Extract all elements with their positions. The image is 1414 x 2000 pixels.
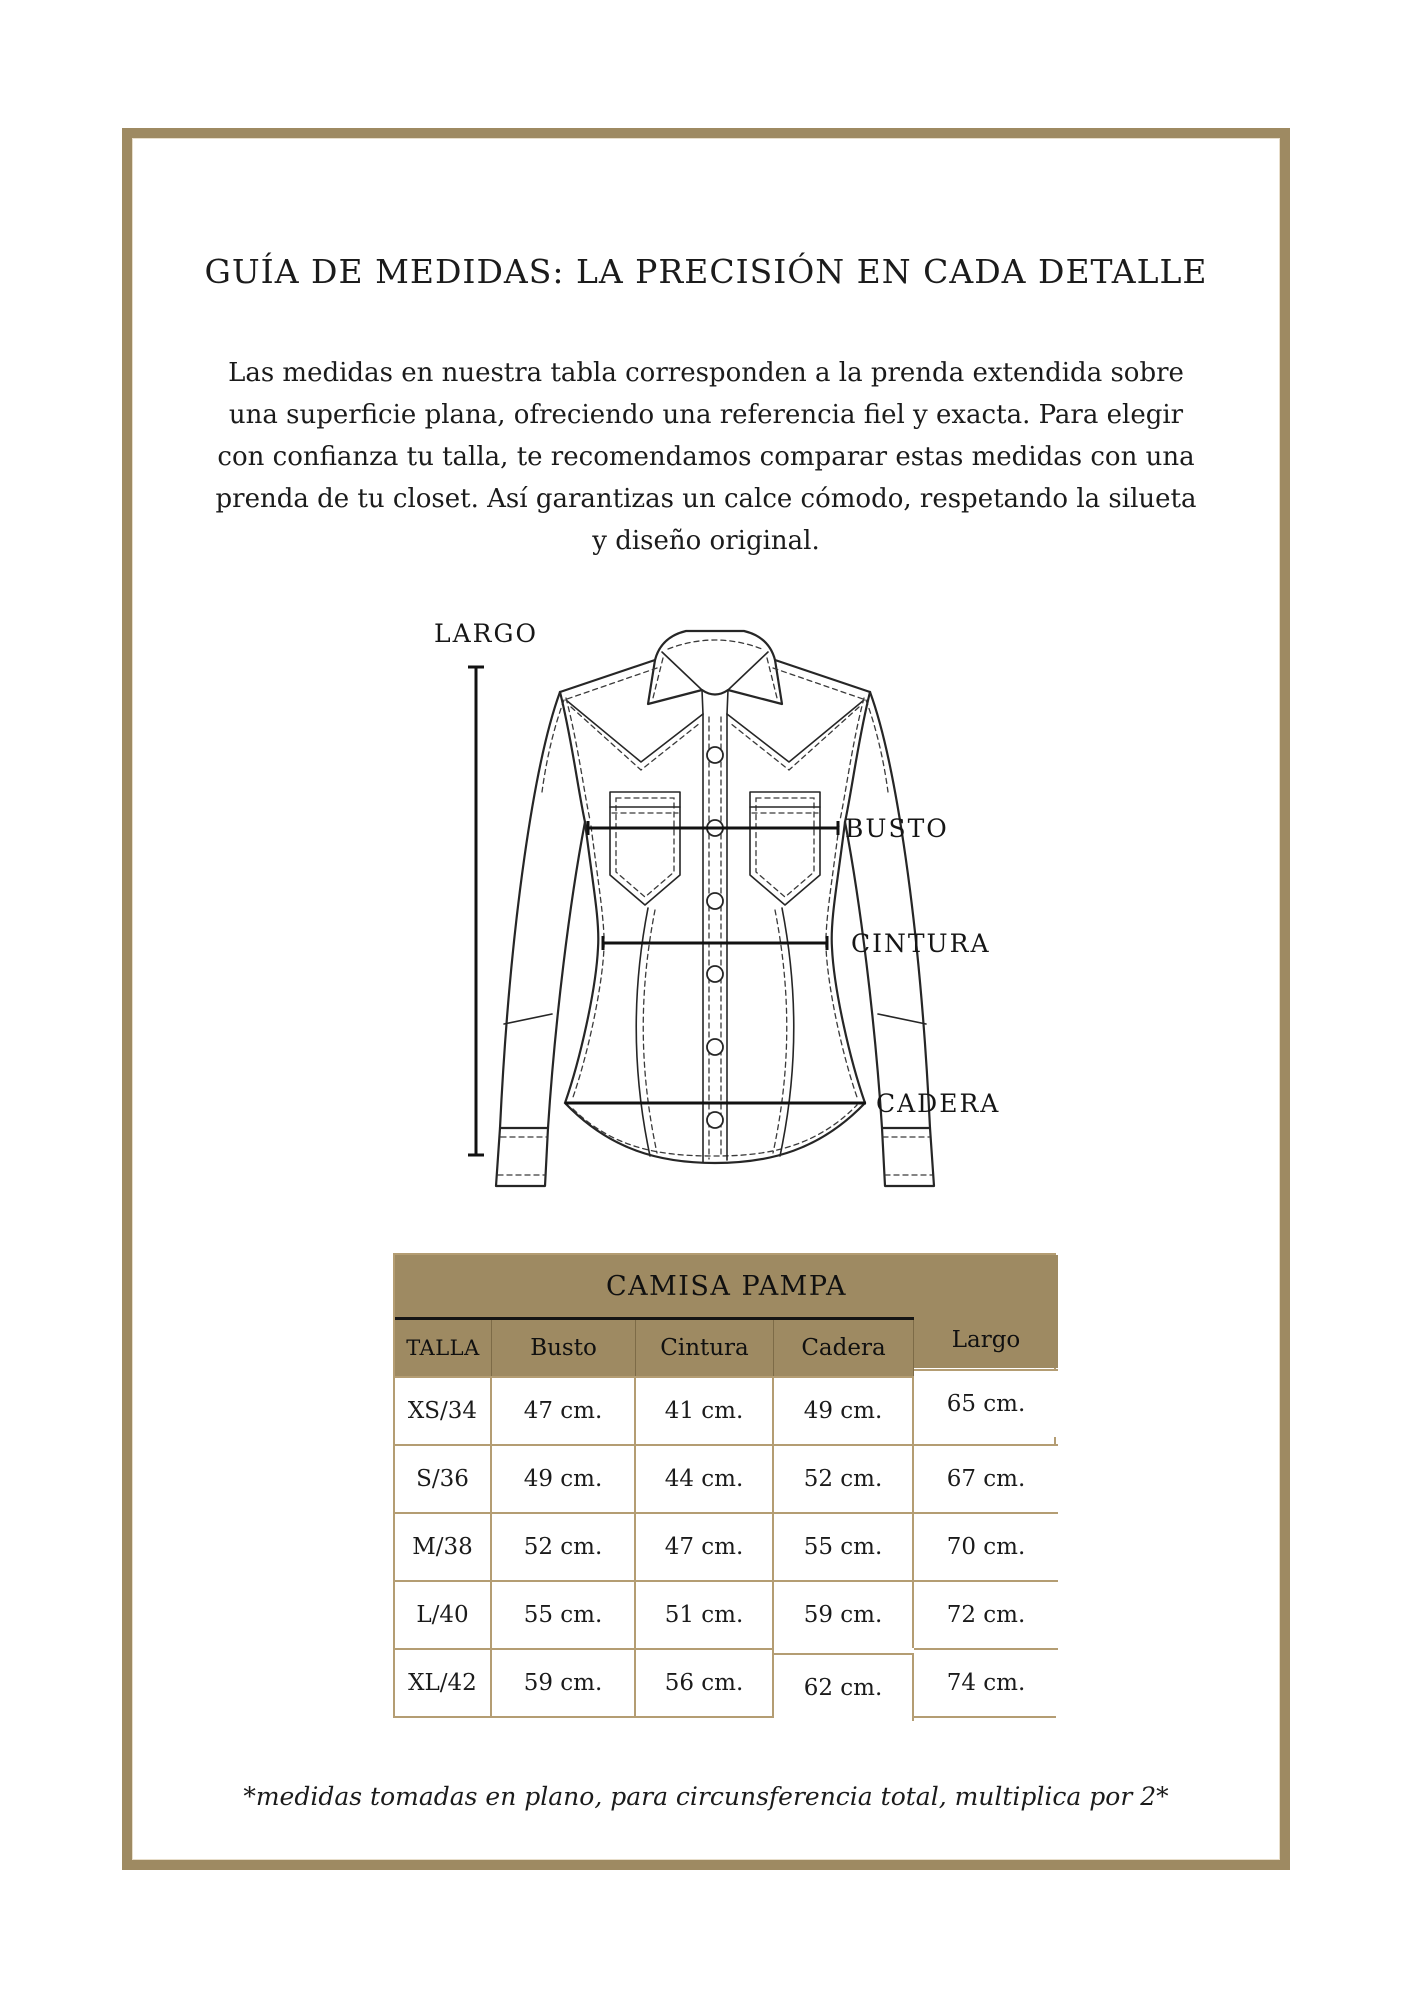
size-cell: 67 cm. [914,1444,1058,1512]
measurement-footnote: *medidas tomadas en plano, para circunsferencia total, multiplica por 2* [243,1782,1169,1811]
column-header-cadera: Cadera [774,1320,914,1376]
button [707,966,723,982]
intro-paragraph [122,352,1290,562]
size-cell: 70 cm. [914,1512,1058,1580]
size-cell: 47 cm. [492,1376,636,1444]
size-cell: 72 cm. [914,1580,1058,1648]
size-cell: 49 cm. [492,1444,636,1512]
sleeve-left-outer [500,692,560,1128]
length-annotation [434,619,538,1155]
sleeve-right-inner [845,822,882,1128]
waist-label: CINTURA [851,929,991,958]
size-cell: 55 cm. [492,1580,636,1648]
pocket-left [610,792,680,905]
size-cell: S/36 [395,1444,492,1512]
size-cell: 47 cm. [636,1512,774,1580]
cuff-left-stitch [498,1137,547,1175]
sleeve-left-elbow-seam [504,1014,552,1024]
size-cell: XS/34 [395,1376,492,1444]
cuff-right [882,1128,934,1186]
intro-line: y diseño original. [592,526,820,556]
column-header-busto: Busto [492,1320,636,1376]
button [707,747,723,763]
size-cell: 49 cm. [774,1376,914,1444]
size-cell: 74 cm. [914,1648,1058,1716]
intro-line: con confianza tu talla, te recomendamos comparar estas medidas con una [217,442,1195,472]
intro-line: una superficie plana, ofreciendo una referencia fiel y exacta. Para elegir [228,400,1184,430]
size-cell: 55 cm. [774,1512,914,1580]
size-cell: 56 cm. [636,1648,774,1716]
pocket-right [750,792,820,905]
placket-stitch [709,717,721,1159]
column-header-talla: TALLA [395,1320,492,1376]
collar-right-fold [728,652,768,690]
size-cell: 52 cm. [774,1444,914,1512]
yoke-left [566,700,703,762]
sleeve-right-outer [870,692,930,1128]
bust-label: BUSTO [845,814,949,843]
yoke-left-stitch [571,707,700,770]
body-left-edge [565,822,598,1103]
yoke-right-stitch [730,707,859,770]
size-cell: M/38 [395,1512,492,1580]
hip-label: CADERA [876,1089,1001,1118]
size-cell: L/40 [395,1580,492,1648]
length-label: LARGO [434,619,538,648]
collar-stitch [668,640,762,649]
button [707,1112,723,1128]
seam-left [636,908,650,1156]
size-cell: 65 cm. [914,1369,1058,1437]
shoulder-right-stitch [773,668,863,699]
seam-right [780,908,794,1156]
sleeve-left-inner [548,822,585,1128]
size-cell: 41 cm. [636,1376,774,1444]
size-cell: XL/42 [395,1648,492,1716]
waist-annotation [603,929,991,958]
seam-right-stitch [773,910,787,1153]
size-cell: 59 cm. [774,1580,914,1648]
shirt-measurement-diagram [380,580,1010,1220]
intro-line: Las medidas en nuestra tabla corresponden a la prenda extendida sobre [228,358,1184,388]
button [707,1039,723,1055]
shoulder-right [775,660,870,692]
column-header-largo: Largo [914,1312,1058,1368]
shoulder-left-stitch [567,668,657,699]
placket [703,714,727,1162]
body-right-edge [832,822,865,1103]
armhole-right [845,692,870,822]
sleeve-right-elbow-seam [878,1014,926,1024]
size-cell: 52 cm. [492,1512,636,1580]
shoulder-left [560,660,655,692]
size-table [393,1253,1056,1718]
button [707,893,723,909]
yoke-right [727,700,864,762]
armhole-left [560,692,585,822]
intro-line: prenda de tu closet. Así garantizas un calce cómodo, respetando la silueta [215,484,1197,514]
seam-left-stitch [643,910,657,1153]
page-title: GUÍA DE MEDIDAS: LA PRECISIÓN EN CADA DETALLE [204,252,1208,291]
size-cell: 44 cm. [636,1444,774,1512]
size-cell: 51 cm. [636,1580,774,1648]
column-header-cintura: Cintura [636,1320,774,1376]
cuff-right-stitch [883,1137,932,1175]
collar-outline [648,631,782,704]
bust-annotation [588,814,949,843]
collar-left-fold [662,652,702,690]
size-table-title: CAMISA PAMPA [395,1255,1058,1320]
size-cell: 59 cm. [492,1648,636,1716]
size-cell: 62 cm. [774,1653,914,1721]
